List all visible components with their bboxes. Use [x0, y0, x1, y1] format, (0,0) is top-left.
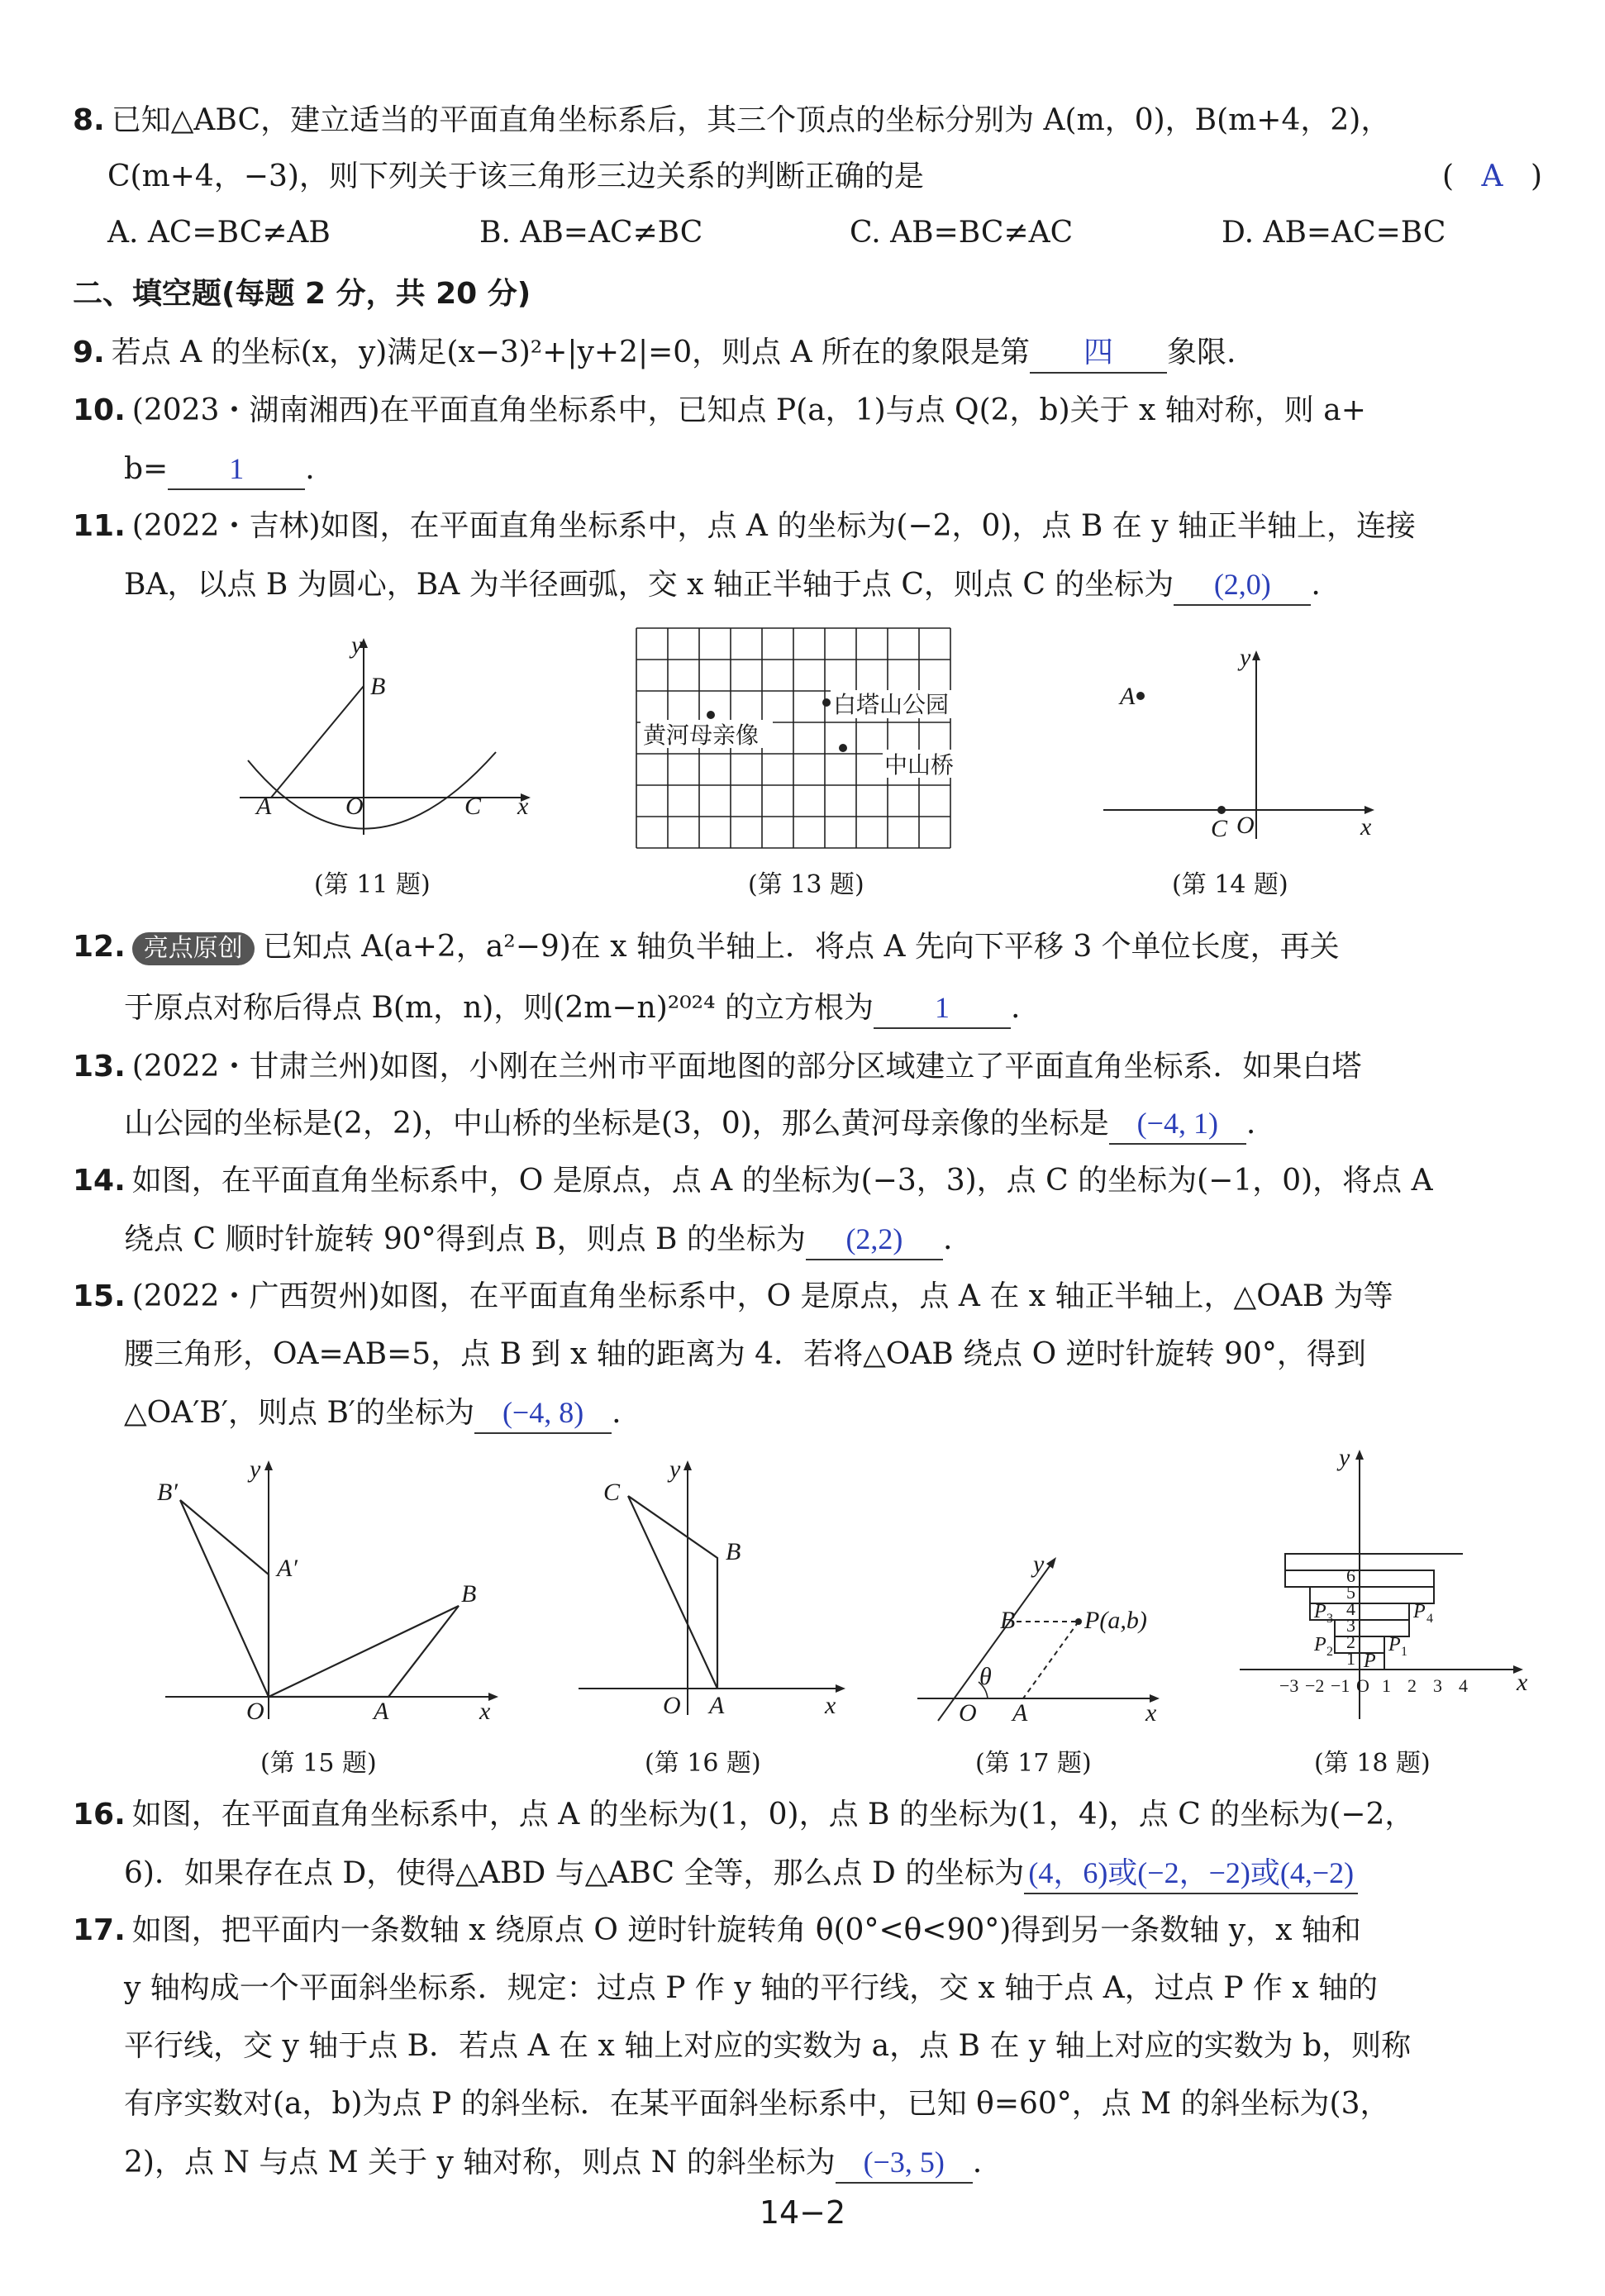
- fig11-label-o: O: [345, 793, 364, 820]
- q11-text-end: .: [1311, 568, 1321, 602]
- q13-answer: (−4, 1): [1109, 1103, 1246, 1145]
- fig15-label-y: y: [250, 1455, 261, 1483]
- fig18-row-label: 4: [1346, 1598, 1355, 1619]
- fig14-y-arrow: [1252, 650, 1260, 660]
- figure-18: [1231, 1442, 1537, 1723]
- q16-number: 16.: [73, 1798, 126, 1832]
- q17-number: 17.: [73, 1913, 126, 1947]
- fig16-label-a: A: [709, 1692, 725, 1719]
- q8-text-1: 已知△ABC，建立适当的平面直角坐标系后，其三个顶点的坐标分别为 A(m，0)，B(m+4，2)，: [111, 103, 1391, 137]
- q12-line1: [73, 927, 1340, 967]
- fig18-sub-3: 3: [1326, 1612, 1333, 1626]
- q12-line2: [124, 988, 1020, 1029]
- fig16-y-arrow: [683, 1460, 692, 1470]
- fig17-label-y: y: [1033, 1551, 1045, 1578]
- q13-number: 13.: [73, 1050, 126, 1084]
- fig15-caption: (第 15 题): [260, 1749, 377, 1778]
- figure-11: [231, 628, 545, 843]
- fig17-caption: (第 17 题): [975, 1749, 1092, 1778]
- fig15-label-o: O: [246, 1698, 264, 1723]
- q9-text-end: 象限.: [1167, 336, 1236, 369]
- fig16-label-c: C: [603, 1479, 621, 1506]
- q10-number: 10.: [73, 393, 126, 427]
- fig17-y-axis: [938, 1560, 1054, 1721]
- q14-line1: [73, 1161, 1433, 1201]
- q8-text-2: C(m+4，−3)，则下列关于该三角形三边关系的判断正确的是: [107, 160, 924, 193]
- q8-paren-close: ): [1530, 160, 1542, 193]
- fig18-label-p1: P: [1388, 1634, 1401, 1655]
- q10-text-2: b=: [124, 452, 169, 486]
- fig17-label-b: B: [1000, 1607, 1016, 1634]
- q8-option-d: D. AB=AC=BC: [1222, 216, 1446, 250]
- q14-text-2: 绕点 C 顺时针旋转 90°得到点 B，则点 B 的坐标为: [124, 1222, 806, 1256]
- q14-text-1: 如图，在平面直角坐标系中，O 是原点，点 A 的坐标为(−3，3)，点 C 的坐标为(−1，0)，将点 A: [131, 1164, 1433, 1198]
- q15-answer: (−4, 8): [474, 1393, 612, 1434]
- fig15-label-b-prime: B′: [157, 1479, 178, 1506]
- q16-line2: [124, 1853, 1358, 1894]
- q12-text-2: 于原点对称后得点 B(m，n)，则(2m−n)²⁰²⁴ 的立方根为: [124, 991, 874, 1025]
- q15-text-3: △OA′B′，则点 B′的坐标为: [124, 1396, 475, 1430]
- fig18-x-tick: O: [1356, 1675, 1369, 1696]
- fig13-label-baita: 白塔山公园: [833, 691, 950, 718]
- q17-text-end: .: [972, 2146, 983, 2179]
- q14-line2: [124, 1219, 952, 1260]
- q10-line2: [124, 449, 315, 490]
- q10-answer: 1: [168, 449, 305, 490]
- q15-line1: [73, 1277, 1393, 1317]
- fig11-arc: [248, 752, 496, 829]
- q8-line1: [73, 101, 1390, 141]
- q15-number: 15.: [73, 1279, 126, 1313]
- q14-text-end: .: [942, 1222, 953, 1256]
- q13-line1: [73, 1047, 1362, 1087]
- fig18-label-p: P: [1364, 1651, 1376, 1672]
- fig14-label-o: O: [1236, 812, 1255, 839]
- fig13-label-mother: 黄河母亲像: [643, 722, 760, 749]
- fig18-row-label: 5: [1346, 1582, 1355, 1603]
- fig11-label-c: C: [464, 793, 482, 820]
- q10-text-end: .: [305, 452, 315, 486]
- q15-line3: [124, 1393, 622, 1434]
- fig11-label-b: B: [370, 673, 386, 700]
- fig18-label-p3: P: [1314, 1601, 1326, 1622]
- fig15-label-a-prime: A′: [277, 1555, 298, 1582]
- q8-option-a: A. AC=BC≠AB: [107, 216, 331, 250]
- fig18-label-p4: P: [1413, 1601, 1426, 1622]
- fig14-label-a: A: [1120, 683, 1136, 710]
- fig11-label-y: y: [351, 631, 363, 659]
- q8-line2: [107, 157, 924, 197]
- q13-text-end: .: [1245, 1107, 1256, 1141]
- fig18-row-labels: [1346, 1565, 1355, 1669]
- fig13-label-zhongshan: 中山桥: [884, 751, 955, 779]
- q17-line5: [124, 2142, 982, 2184]
- fig11-label-a: A: [256, 793, 272, 820]
- fig18-rect-7: [1285, 1554, 1463, 1570]
- q15-line2: 腰三角形，OA=AB=5，点 B 到 x 轴的距离为 4．若将△OAB 绕点 O 逆时针旋转 90°，得到: [124, 1337, 1366, 1371]
- fig14-label-x: x: [1360, 813, 1372, 841]
- fig18-sub-2: 2: [1326, 1645, 1333, 1659]
- fig17-label-x: x: [1145, 1699, 1157, 1727]
- fig18-x-tick: 1: [1382, 1675, 1391, 1696]
- fig17-label-a: A: [1012, 1699, 1028, 1727]
- fig13-caption: (第 13 题): [748, 870, 864, 899]
- section-title-fill-in: 二、填空题(每题 2 分，共 20 分): [73, 277, 531, 311]
- fig18-row-label: 1: [1346, 1648, 1355, 1669]
- q17-text-1: 如图，把平面内一条数轴 x 绕原点 O 逆时针旋转角 θ(0°<θ<90°)得到另一条数轴 y，x 轴和: [131, 1913, 1361, 1947]
- fig16-label-y: y: [669, 1455, 681, 1483]
- fig11-segment-ba: [271, 686, 364, 798]
- fig15-triangle-rotated: [180, 1500, 269, 1697]
- fig17-label-o: O: [959, 1699, 977, 1727]
- q12-text-1: 已知点 A(a+2，a²−9)在 x 轴负半轴上．将点 A 先向下平移 3 个单位长度，再关: [262, 930, 1340, 964]
- q9-answer: 四: [1030, 332, 1167, 374]
- fig18-y-arrow: [1355, 1450, 1364, 1460]
- q16-text-2: 6)．如果存在点 D，使得△ABD 与△ABC 全等，那么点 D 的坐标为: [124, 1856, 1025, 1890]
- fig17-label-theta: θ: [979, 1663, 992, 1690]
- q8-answer-box: [1442, 157, 1542, 197]
- q15-text-1: (2022・广西贺州)如图，在平面直角坐标系中，O 是原点，点 A 在 x 轴正半轴上，△OAB 为等: [131, 1279, 1393, 1313]
- q11-text-2: BA，以点 B 为圆心，BA 为半径画弧，交 x 轴正半轴于点 C，则点 C 的坐标为: [124, 568, 1174, 602]
- q10-line1: [73, 391, 1366, 431]
- fig14-label-y: y: [1240, 644, 1251, 671]
- q13-line2: [124, 1103, 1255, 1145]
- fig18-sub-1: 1: [1401, 1645, 1407, 1659]
- fig16-label-x: x: [825, 1692, 836, 1719]
- q12-number: 12.: [73, 930, 126, 964]
- fig18-row-label: 6: [1346, 1565, 1355, 1586]
- q8-answer: A: [1481, 160, 1503, 193]
- fig18-label-y: y: [1339, 1444, 1350, 1471]
- q15-text-end: .: [612, 1396, 622, 1430]
- q11-line1: [73, 507, 1416, 546]
- fig18-x-tick: 3: [1433, 1675, 1442, 1696]
- fig17-point-p: [1075, 1618, 1082, 1625]
- fig18-x-tick: −3: [1279, 1675, 1299, 1696]
- q12-answer: 1: [874, 988, 1011, 1029]
- fig15-triangle-oab: [269, 1606, 459, 1697]
- fig11-label-x: x: [517, 793, 529, 820]
- fig17-dashed-pa: [1023, 1622, 1079, 1698]
- q13-text-1: (2022・甘肃兰州)如图，小刚在兰州市平面地图的部分区域建立了平面直角坐标系．如果白塔: [131, 1050, 1362, 1084]
- fig16-label-b: B: [726, 1538, 741, 1565]
- q17-answer: (−3, 5): [836, 2142, 973, 2184]
- q11-number: 11.: [73, 509, 126, 543]
- q11-answer: (2,0): [1174, 564, 1311, 606]
- fig15-label-x: x: [479, 1698, 491, 1723]
- q16-line1: [73, 1795, 1414, 1835]
- q16-answer: (4，6)或(−2，−2)或(4,−2): [1024, 1853, 1358, 1894]
- fig13-point-mother: [707, 711, 715, 719]
- q8-paren-open: (: [1442, 160, 1455, 193]
- fig18-label-x: x: [1517, 1669, 1528, 1696]
- q17-line1: [73, 1911, 1361, 1951]
- figure-15: [149, 1450, 512, 1723]
- fig15-label-b: B: [461, 1580, 477, 1608]
- q13-text-2: 山公园的坐标是(2，2)，中山桥的坐标是(3，0)，那么黄河母亲像的坐标是: [124, 1107, 1109, 1141]
- fig18-sub-4: 4: [1426, 1612, 1433, 1626]
- q9-text: 若点 A 的坐标(x，y)满足(x−3)²+|y+2|=0，则点 A 所在的象限是第: [111, 336, 1031, 369]
- fig18-label-p2: P: [1314, 1634, 1326, 1655]
- q17-text-5: 2)，点 N 与点 M 关于 y 轴对称，则点 N 的斜坐标为: [124, 2146, 836, 2179]
- q9-line: [73, 332, 1236, 374]
- fig18-row-label: 2: [1346, 1631, 1355, 1652]
- fig16-caption: (第 16 题): [645, 1749, 761, 1778]
- fig18-caption: (第 18 题): [1314, 1749, 1431, 1778]
- figure-16: [570, 1450, 860, 1723]
- fig15-label-a: A: [374, 1698, 389, 1723]
- fig15-y-arrow: [264, 1460, 273, 1470]
- fig18-x-tick: −2: [1305, 1675, 1325, 1696]
- fig14-label-c: C: [1211, 815, 1228, 842]
- q17-line4: 有序实数对(a，b)为点 P 的斜坐标．在某平面斜坐标系中，已知 θ=60°，点 M 的斜坐标为(3，: [124, 2087, 1390, 2121]
- q14-answer: (2,2): [806, 1219, 943, 1260]
- fig14-caption: (第 14 题): [1172, 870, 1288, 899]
- q8-number: 8.: [73, 103, 105, 137]
- q12-text-end: .: [1010, 991, 1021, 1025]
- figure-17: [909, 1546, 1182, 1727]
- fig18-x-tick: 2: [1407, 1675, 1417, 1696]
- figure-14: [1091, 636, 1405, 851]
- fig16-x-arrow: [836, 1684, 845, 1693]
- fig14-point-c: [1217, 806, 1226, 814]
- fig11-caption: (第 11 题): [314, 870, 431, 899]
- fig18-x-tick: 4: [1459, 1675, 1468, 1696]
- fig17-label-p: P(a,b): [1084, 1607, 1147, 1634]
- q17-line3: 平行线，交 y 轴于点 B．若点 A 在 x 轴上对应的实数为 a，点 B 在 y 轴上对应的实数为 b，则称: [124, 2029, 1412, 2063]
- fig18-x-tick: −1: [1331, 1675, 1350, 1696]
- fig16-triangle-abc: [628, 1496, 717, 1689]
- figure-13: [628, 624, 1000, 855]
- q8-option-b: B. AB=AC≠BC: [479, 216, 703, 250]
- q8-option-c: C. AB=BC≠AC: [850, 216, 1074, 250]
- fig18-x-ticks: [1279, 1675, 1468, 1696]
- fig13-point-baita: [822, 698, 831, 707]
- fig17-y-arrow: [1046, 1557, 1056, 1569]
- q17-line2: y 轴构成一个平面斜坐标系．规定：过点 P 作 y 轴的平行线，交 x 轴于点 A，过点 P 作 x 轴的: [124, 1971, 1379, 2005]
- q10-text-1: (2023・湖南湘西)在平面直角坐标系中，已知点 P(a，1)与点 Q(2，b)关于 x 轴对称，则 a+: [131, 393, 1366, 427]
- fig18-row-label: 3: [1346, 1615, 1355, 1636]
- q11-line2: [124, 564, 1321, 606]
- q11-text-1: (2022・吉林)如图，在平面直角坐标系中，点 A 的坐标为(−2，0)，点 B 在 y 轴正半轴上，连接: [131, 509, 1417, 543]
- q16-text-1: 如图，在平面直角坐标系中，点 A 的坐标为(1，0)，点 B 的坐标为(1，4)，点 C 的坐标为(−2，: [131, 1798, 1415, 1832]
- q14-number: 14.: [73, 1164, 126, 1198]
- fig14-point-a: [1136, 692, 1145, 700]
- fig16-label-o: O: [663, 1692, 681, 1719]
- q12-badge: 亮点原创: [132, 932, 255, 965]
- fig13-point-zhongshan: [839, 744, 847, 752]
- q9-number: 9.: [73, 336, 105, 369]
- page-number: 14−2: [759, 2194, 846, 2231]
